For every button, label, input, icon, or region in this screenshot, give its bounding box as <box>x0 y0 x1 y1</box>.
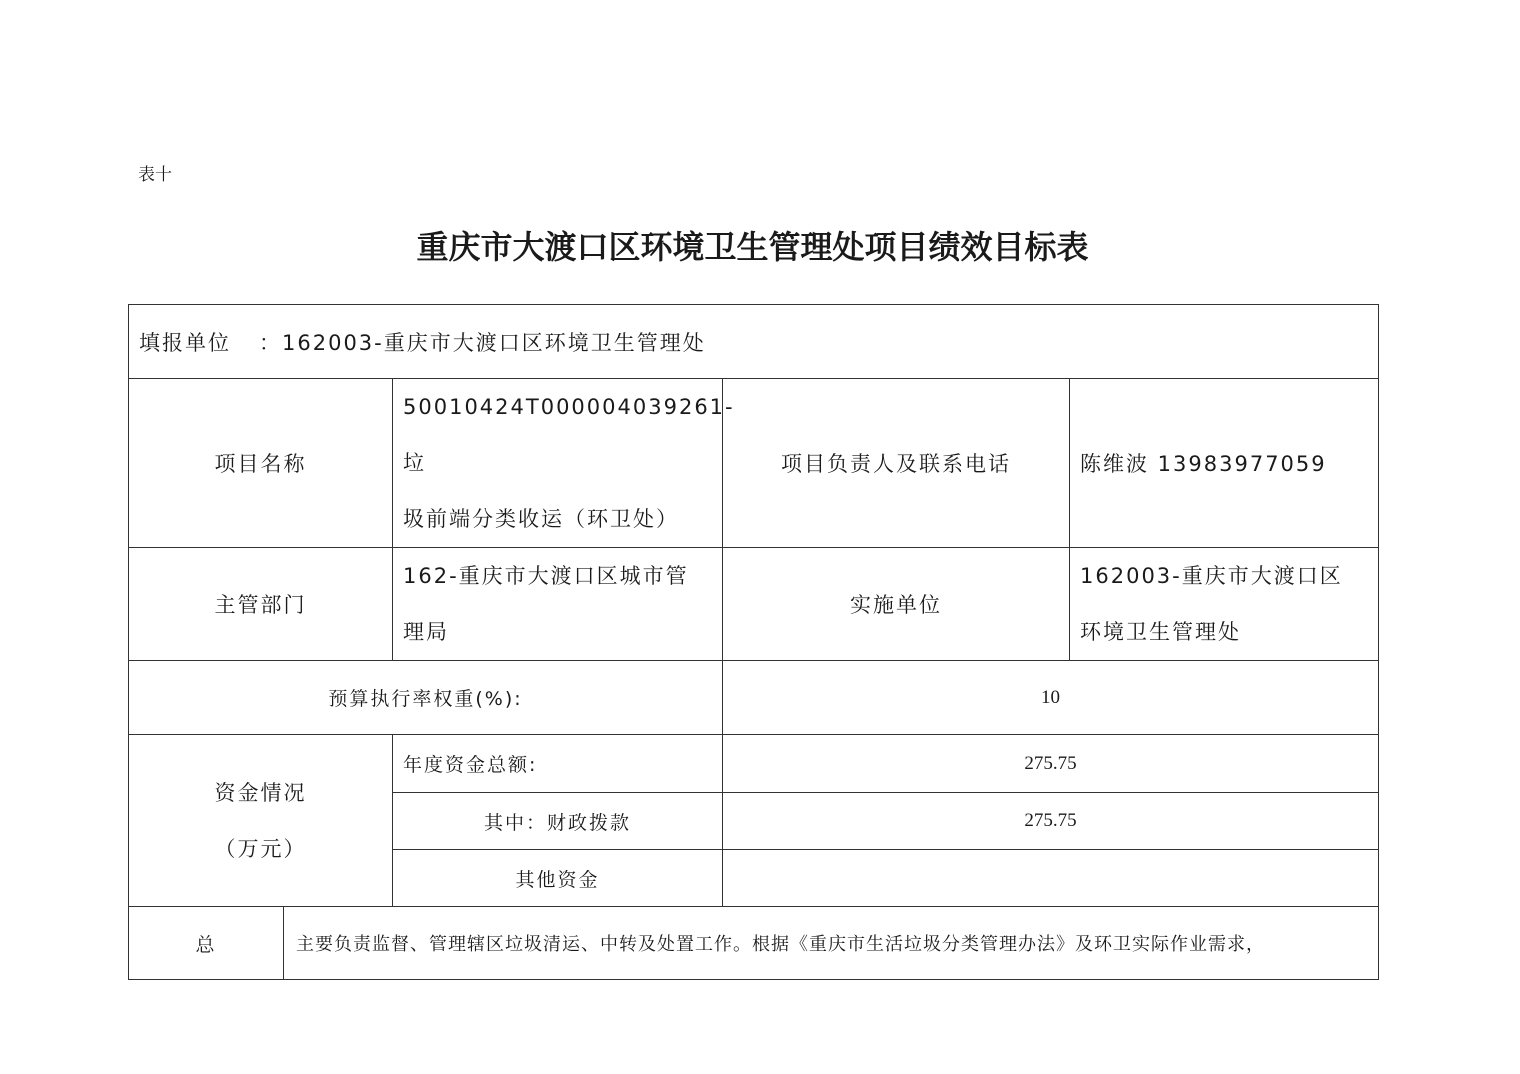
funds-label-line-1: 资金情况 <box>214 780 307 805</box>
leader-label: 项目负责人及联系电话 <box>723 379 1070 548</box>
budget-weight-label: 预算执行率权重(%): <box>129 661 723 735</box>
department-line-2: 理局 <box>403 620 449 644</box>
implementing-unit-value <box>1070 548 1379 661</box>
annual-total-value: 275.75 <box>723 735 1379 793</box>
other-funds-label: 其他资金 <box>393 850 723 907</box>
department-line-1: 162-重庆市大渡口区城市管 <box>403 564 689 588</box>
fiscal-label: 其中：财政拨款 <box>393 793 723 850</box>
table-number-label: 表十 <box>138 165 172 185</box>
fiscal-value: 275.75 <box>723 793 1379 850</box>
funds-label-line-2: （万元） <box>214 836 307 861</box>
performance-target-table <box>128 304 1379 980</box>
reporting-unit-row <box>129 305 1379 379</box>
project-name-row <box>129 379 1379 548</box>
budget-weight-row <box>129 661 1379 735</box>
annual-total-row <box>129 735 1379 793</box>
overall-target-row <box>129 907 1379 980</box>
implementing-unit-line-2: 环境卫生管理处 <box>1080 620 1241 644</box>
budget-weight-value: 10 <box>723 661 1379 735</box>
project-name-value <box>393 379 735 548</box>
document-title: 重庆市大渡口区环境卫生管理处项目绩效目标表 <box>416 228 1089 266</box>
reporting-unit-cell <box>129 305 1379 379</box>
overall-target-label: 总 <box>129 907 284 980</box>
project-name-line-2: 圾前端分类收运（环卫处） <box>403 507 679 531</box>
department-row <box>129 548 1379 661</box>
reporting-unit-value: 162003-重庆市大渡口区环境卫生管理处 <box>282 330 706 355</box>
project-name-line-1: 50010424T000004039261-垃 <box>403 395 735 475</box>
implementing-unit-line-1: 162003-重庆市大渡口区 <box>1080 564 1343 588</box>
annual-total-label: 年度资金总额: <box>393 735 723 793</box>
overall-target-text: 主要负责监督、管理辖区垃圾清运、中转及处置工作。根据《重庆市生活垃圾分类管理办法》及环卫实际作业需求， <box>284 907 1379 980</box>
implementing-unit-label: 实施单位 <box>723 548 1070 661</box>
leader-value: 陈维波 13983977059 <box>1070 379 1379 548</box>
project-name-label: 项目名称 <box>129 379 393 548</box>
department-value <box>393 548 723 661</box>
other-funds-value <box>723 850 1379 907</box>
reporting-unit-separator: ： <box>259 330 282 355</box>
reporting-unit-label: 填报单位 <box>139 330 231 355</box>
department-label: 主管部门 <box>129 548 393 661</box>
funds-label <box>129 735 393 907</box>
